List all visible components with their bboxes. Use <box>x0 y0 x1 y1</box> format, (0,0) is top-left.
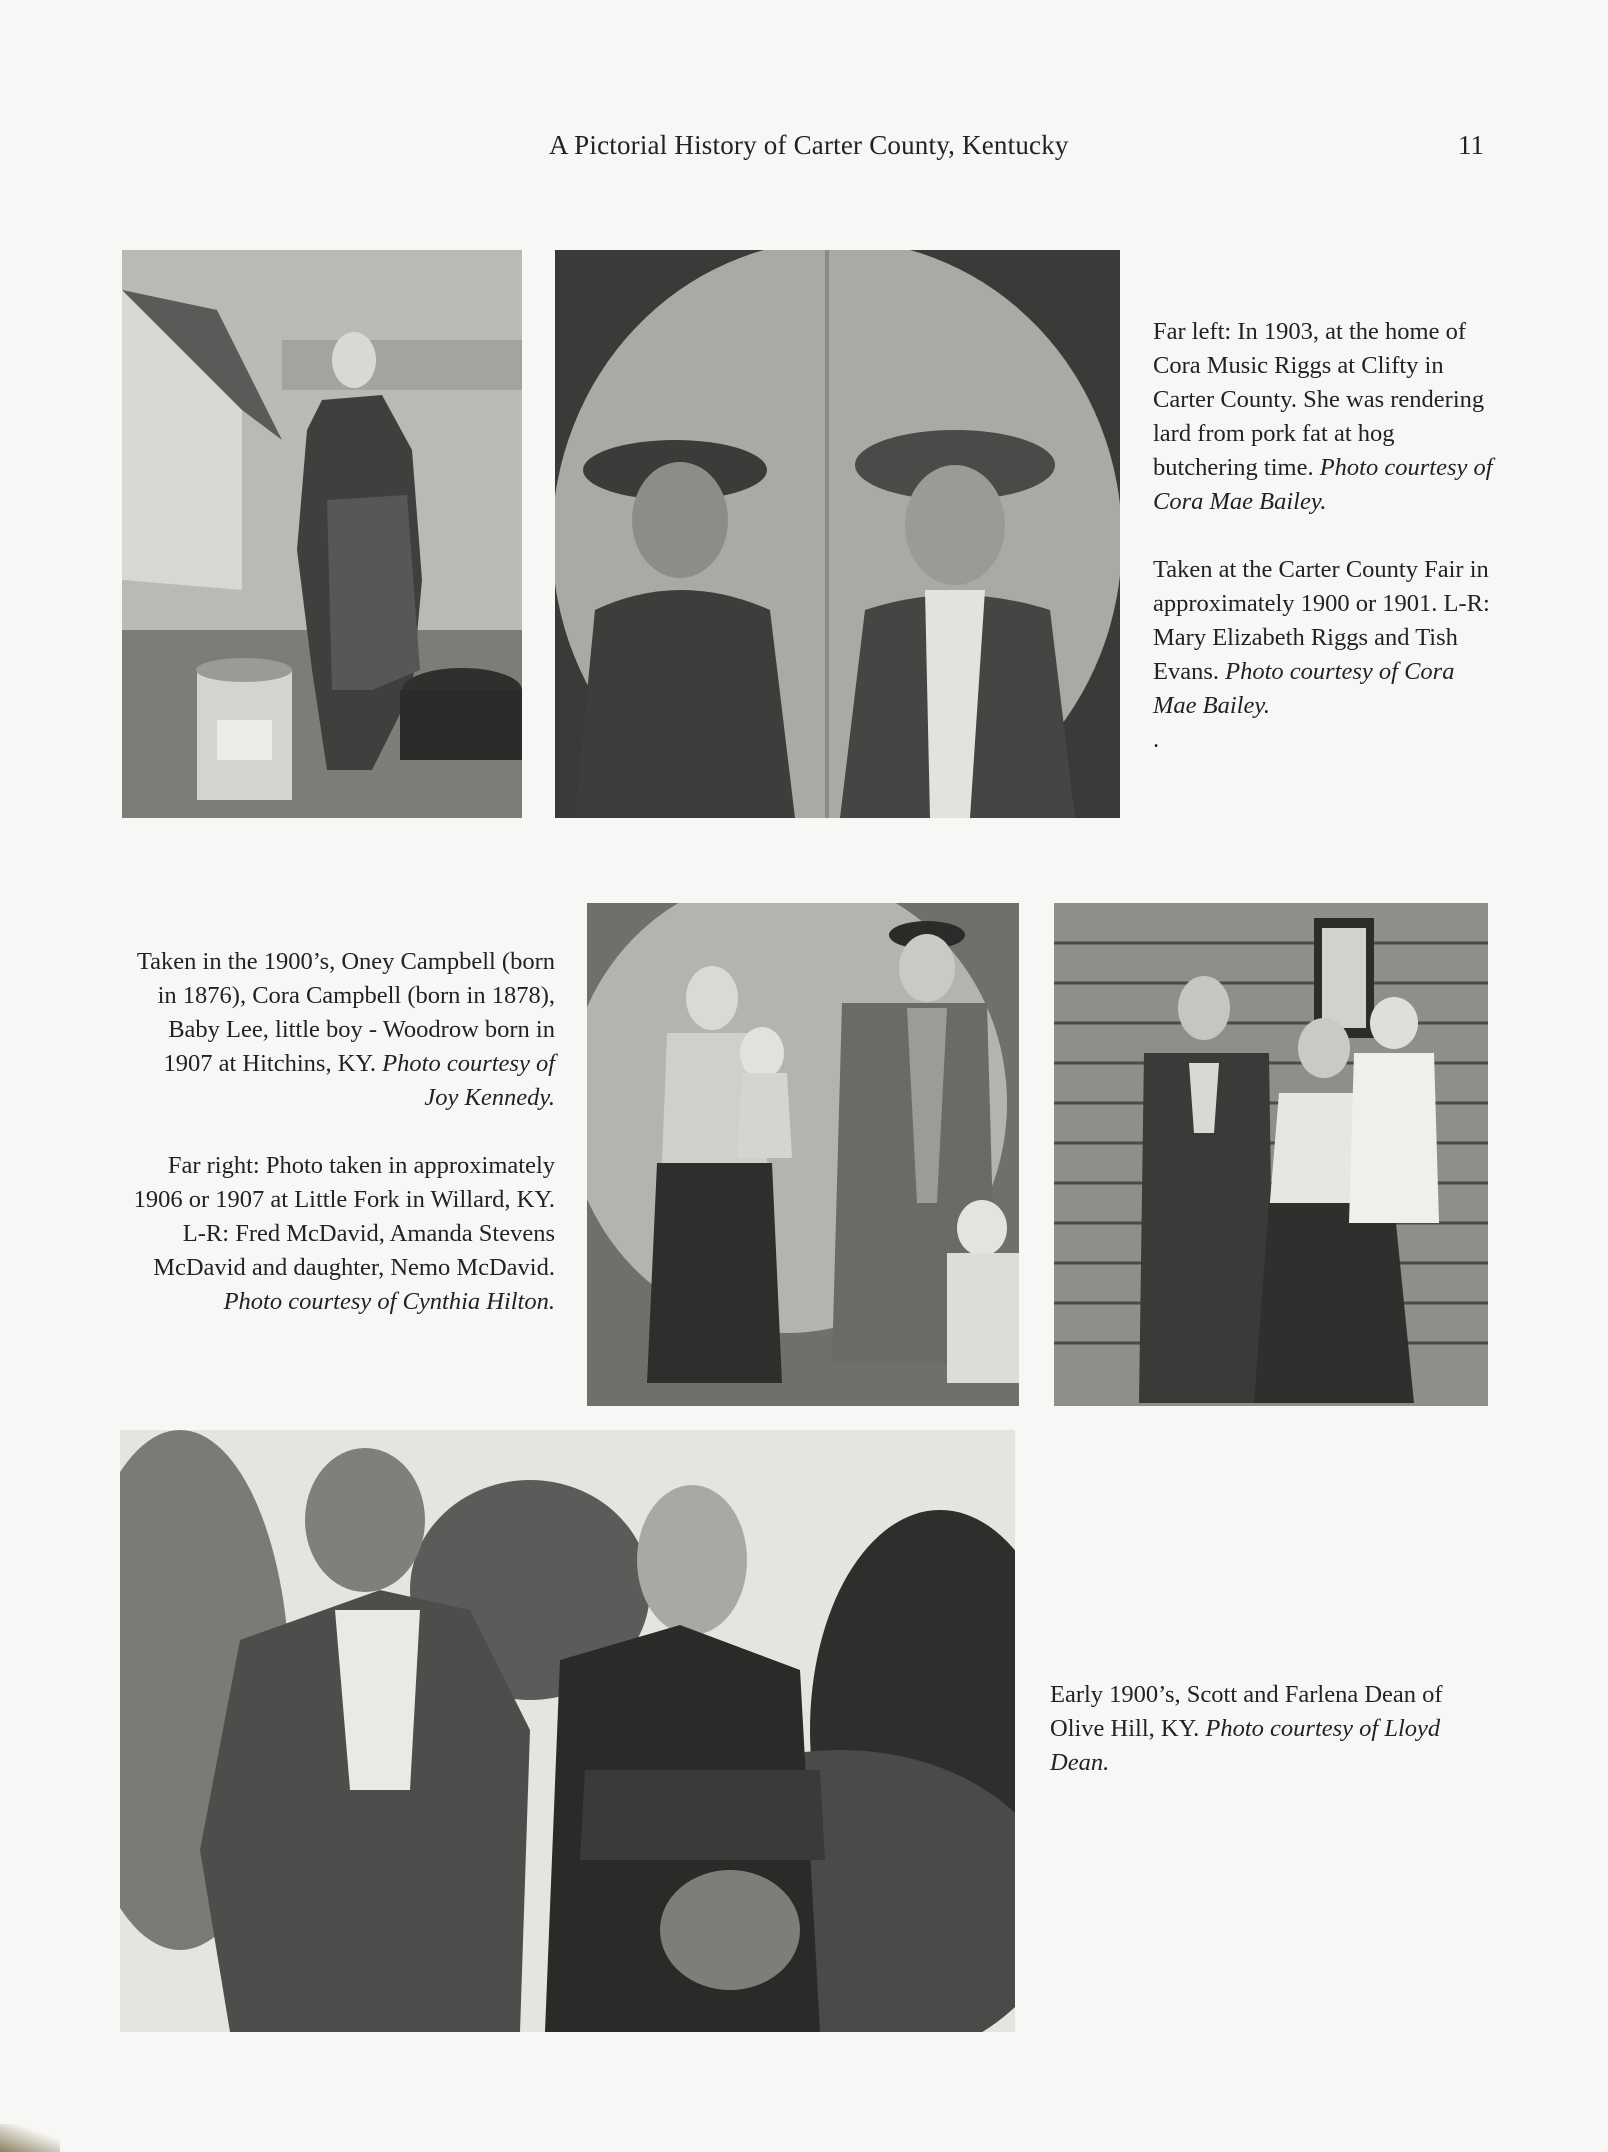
caption-cora-riggs <box>1153 315 1493 519</box>
scan-edge <box>0 2124 60 2152</box>
photo-campbell-family <box>587 903 1019 1406</box>
photo-lard-woman <box>122 250 522 818</box>
caption-credit: Photo courtesy of Cora Mae Bailey. <box>1153 454 1493 515</box>
caption-mcdavid <box>130 1149 555 1319</box>
caption-middle-left <box>130 945 555 1353</box>
caption-text: Taken in the 1900’s, Oney Campbell (born in 1876), Cora Campbell (born in 1878), Baby Lee, little boy - Woodrow born in 1907 at Hitchins, KY. <box>136 948 555 1077</box>
photo-mcdavid-family <box>1054 903 1488 1406</box>
page-number: 11 <box>1458 130 1484 160</box>
caption-text: Far left: In 1903, at the home of Cora Music Riggs at Clifty in Carter County. She was rendering lard from pork fat at hog butchering time. <box>1153 318 1485 481</box>
running-title: A Pictorial History of Carter County, Kentucky <box>549 130 1069 160</box>
caption-top-right <box>1153 315 1493 791</box>
caption-text: Far right: Photo taken in approximately 1906 or 1907 at Little Fork in Willard, KY. L-R: Fred McDavid, Amanda Stevens McDavid and daughter, Nemo McDavid. <box>133 1152 555 1281</box>
caption-credit: Photo courtesy of Joy Kennedy. <box>382 1050 555 1111</box>
caption-credit: Photo courtesy of Cynthia Hilton. <box>223 1288 555 1315</box>
caption-credit: Photo courtesy of Cora Mae Bailey. <box>1153 658 1455 719</box>
stray-mark: . <box>1153 726 1160 753</box>
caption-credit: Photo courtesy of Lloyd Dean. <box>1050 1715 1441 1776</box>
caption-text: Early 1900’s, Scott and Farlena Dean of Olive Hill, KY. <box>1050 1681 1443 1742</box>
caption-dean <box>1050 1678 1470 1780</box>
caption-bottom-right <box>1050 1678 1470 1814</box>
caption-carter-fair <box>1153 553 1493 757</box>
caption-campbell <box>130 945 555 1115</box>
photo-dean-couple <box>120 1430 1015 2032</box>
caption-text: Taken at the Carter County Fair in approximately 1900 or 1901. L-R: Mary Elizabeth Riggs and Tish Evans. <box>1153 556 1490 685</box>
photo-fair-women <box>555 250 1120 818</box>
